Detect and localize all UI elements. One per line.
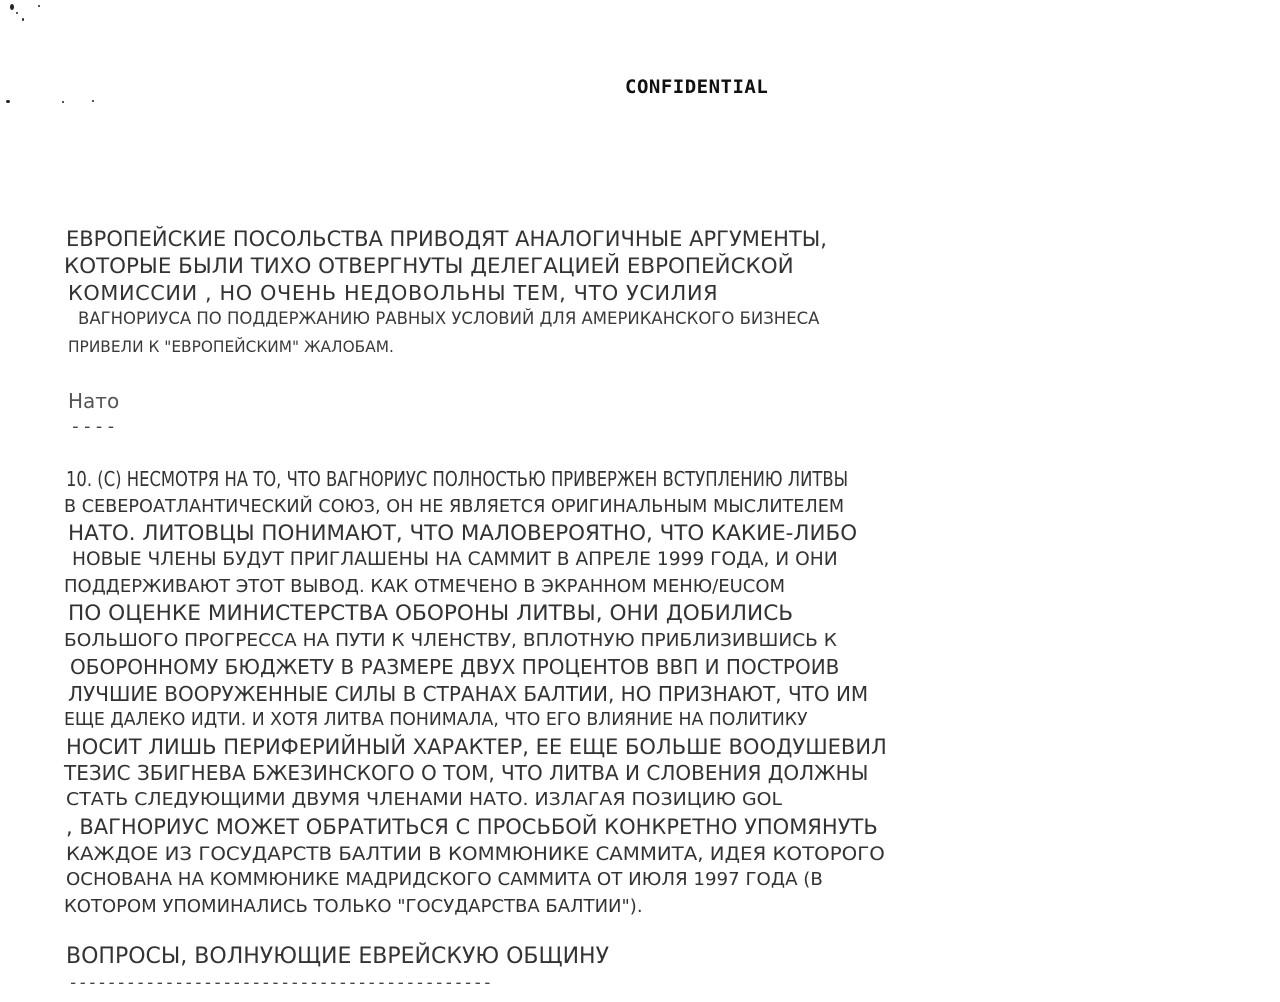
paragraph-line-text: СТАТЬ СЛЕДУЮЩИМИ ДВУМЯ ЧЛЕНАМИ НАТО. ИЗЛАГАЯ ПОЗИЦИЮ GOL (66, 789, 783, 810)
paragraph-line (64, 498, 860, 516)
paragraph-line (64, 711, 839, 729)
paragraph-line (68, 281, 719, 305)
paragraph-line-text: НОВЫЕ ЧЛЕНЫ БУДУТ ПРИГЛАШЕНЫ НА САММИТ В АПРЕЛЕ 1999 ГОДА, И ОНИ (72, 548, 838, 570)
section-heading-nato: Нато (68, 389, 120, 413)
paragraph-line (68, 601, 794, 625)
scan-speck (16, 12, 18, 14)
paragraph-line-text: ОСНОВАНА НА КОММЮНИКЕ МАДРИДСКОГО САММИТА ОТ ИЮЛЯ 1997 ГОДА (В (66, 869, 823, 890)
paragraph-line-text: ЛУЧШИЕ ВООРУЖЕННЫЕ СИЛЫ В СТРАНАХ БАЛТИИ, НО ПРИЗНАЮТ, ЧТО ИМ (68, 682, 869, 706)
paragraph-line (78, 311, 842, 328)
paragraph-line-text: ВАГНОРИУСА ПО ПОДДЕРЖАНИЮ РАВНЫХ УСЛОВИЙ ДЛЯ АМЕРИКАНСКОГО БИЗНЕСА (78, 309, 820, 329)
classification-stamp: CONFIDENTIAL (625, 76, 769, 98)
paragraph-line-text: КОТОРЫЕ БЫЛИ ТИХО ОТВЕРГНУТЫ ДЕЛЕГАЦИЕЙ ЕВРОПЕЙСКОЙ (64, 254, 794, 278)
scan-speck (38, 5, 40, 7)
paragraph-line-text: НОСИТ ЛИШЬ ПЕРИФЕРИЙНЫЙ ХАРАКТЕР, ЕЕ ЕЩЕ БОЛЬШЕ ВООДУШЕВИЛ (66, 735, 887, 759)
paragraph-line (64, 898, 643, 916)
scan-speck (22, 18, 24, 21)
paragraph-line-text: , ВАГНОРИУС МОЖЕТ ОБРАТИТЬСЯ С ПРОСЬБОЙ КОНКРЕТНО УПОМЯНУТЬ (66, 815, 878, 839)
paragraph-line-text: НАТО. ЛИТОВЦЫ ПОНИМАЮТ, ЧТО МАЛОВЕРОЯТНО, ЧТО КАКИЕ-ЛИБО (68, 521, 858, 545)
paragraph-line-text: КАЖДОЕ ИЗ ГОСУДАРСТВ БАЛТИИ В КОММЮНИКЕ САММИТА, ИДЕЯ КОТОРОГО (66, 843, 885, 865)
paragraph-line (66, 469, 1020, 489)
scan-speck (6, 100, 10, 103)
section-heading-rule: -------------------------------------------- (68, 975, 492, 992)
paragraph-line-text: КОМИССИИ , НО ОЧЕНЬ НЕДОВОЛЬНЫ ТЕМ, ЧТО УСИЛИЯ (68, 281, 719, 305)
scan-speck (62, 101, 64, 103)
paragraph-line (68, 684, 868, 704)
scan-speck (92, 100, 94, 102)
paragraph-line (66, 869, 823, 890)
paragraph-line (64, 630, 837, 651)
paragraph-line (66, 737, 887, 758)
paragraph-line-text: ЕВРОПЕЙСКИЕ ПОСОЛЬСТВА ПРИВОДЯТ АНАЛОГИЧНЫЕ АРГУМЕНТЫ, (66, 227, 827, 251)
paragraph-line-text: ПОДДЕРЖИВАЮТ ЭТОТ ВЫВОД. КАК ОТМЕЧЕНО В ЭКРАННОМ МЕНЮ/EUCOM (64, 576, 786, 597)
paragraph-line (66, 229, 827, 250)
paragraph-line (64, 254, 794, 278)
section-heading-jewish-community: ВОПРОСЫ, ВОЛНУЮЩИЕ ЕВРЕЙСКУЮ ОБЩИНУ (66, 944, 609, 969)
paragraph-line (64, 763, 868, 783)
section-heading-rule: ---- (70, 418, 118, 436)
paragraph-line-text: ТЕЗИС ЗБИГНЕВА БЖЕЗИНСКОГО О ТОМ, ЧТО ЛИТВА И СЛОВЕНИЯ ДОЛЖНЫ (64, 761, 869, 785)
paragraph-line-text: 10. (C) НЕСМОТРЯ НА ТО, ЧТО ВАГНОРИУС ПОЛНОСТЬЮ ПРИВЕРЖЕН ВСТУПЛЕНИЮ ЛИТВЫ (66, 467, 849, 491)
scan-speck (10, 4, 14, 10)
paragraph-line-text: В СЕВЕРОАТЛАНТИЧЕСКИЙ СОЮЗ, ОН НЕ ЯВЛЯЕТСЯ ОРИГИНАЛЬНЫМ МЫСЛИТЕЛЕМ (64, 496, 845, 517)
paragraph-line-text: ПО ОЦЕНКЕ МИНИСТЕРСТВА ОБОРОНЫ ЛИТВЫ, ОНИ ДОБИЛИСЬ (68, 601, 794, 625)
paragraph-line (64, 578, 785, 596)
paragraph-line (70, 657, 839, 677)
paragraph-line-text: ЕЩЕ ДАЛЕКО ИДТИ. И ХОТЯ ЛИТВА ПОНИМАЛА, ЧТО ЕГО ВЛИЯНИЕ НА ПОЛИТИКУ (64, 709, 808, 730)
paragraph-line-text: КОТОРОМ УПОМИНАЛИСЬ ТОЛЬКО "ГОСУДАРСТВА БАЛТИИ"). (64, 896, 643, 917)
paragraph-line (66, 817, 878, 838)
paragraph-line-text: ПРИВЕЛИ К "ЕВРОПЕЙСКИМ" ЖАЛОБАМ. (68, 337, 394, 356)
paragraph-line (68, 339, 407, 355)
paragraph-line-text: ОБОРОННОМУ БЮДЖЕТУ В РАЗМЕРЕ ДВУХ ПРОЦЕНТОВ ВВП И ПОСТРОИВ (70, 655, 840, 679)
paragraph-line (72, 550, 853, 569)
paragraph-line-text: БОЛЬШОГО ПРОГРЕССА НА ПУТИ К ЧЛЕНСТВУ, ВПЛОТНУЮ ПРИБЛИЗИВШИСЬ К (64, 630, 837, 651)
paragraph-line (68, 521, 858, 545)
paragraph-line (66, 843, 885, 865)
paragraph-line (66, 789, 783, 810)
